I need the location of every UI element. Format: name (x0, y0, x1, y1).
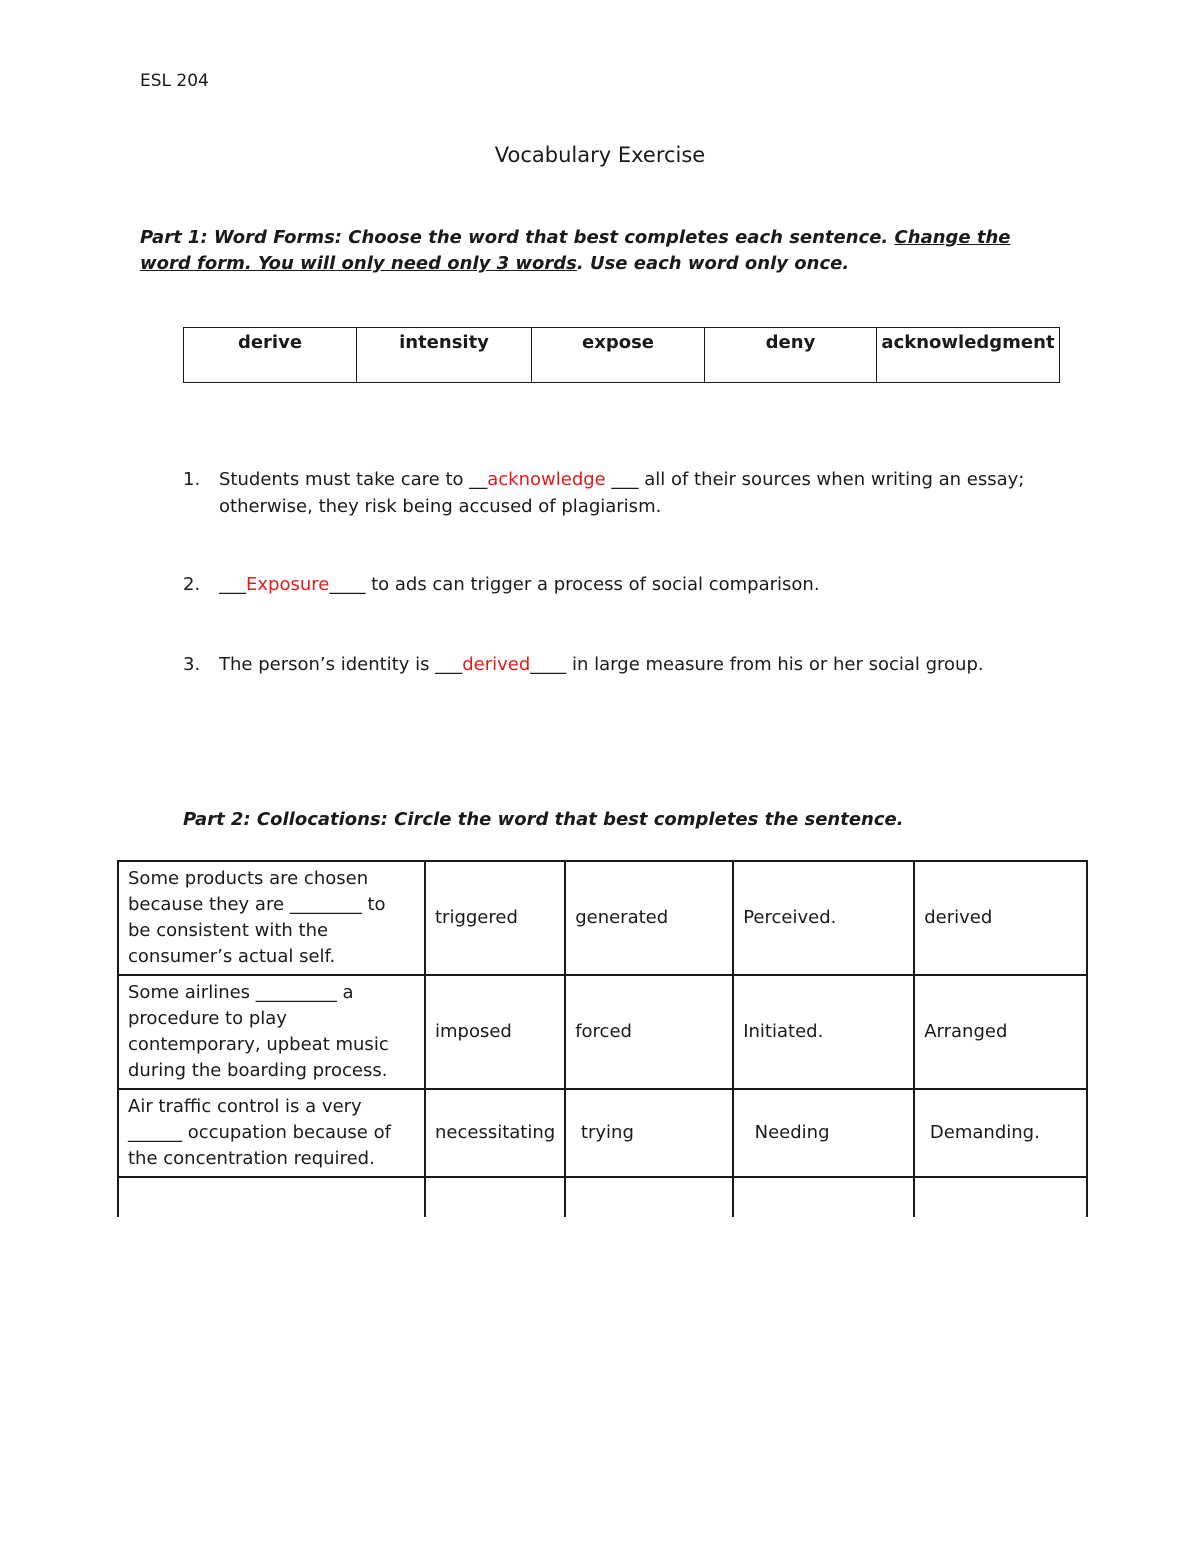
item-sentence (219, 571, 820, 598)
word-bank-cell: expose (532, 328, 705, 383)
question-line: during the boarding process. (128, 1060, 388, 1081)
option-cell[interactable]: Initiated. (733, 975, 914, 1089)
question-line: be consistent with the (128, 920, 329, 941)
question-line: Some airlines _________ a (128, 982, 354, 1003)
part1-instruction-tail: . Use each word only once. (576, 253, 850, 274)
sentence-start: ___ (219, 574, 246, 595)
collocations-table (117, 860, 1088, 1217)
option-cell[interactable]: Needing (733, 1089, 914, 1177)
option-cell[interactable]: generated (565, 861, 733, 975)
item-number: 1. (183, 469, 201, 490)
question-line: Some products are chosen (128, 868, 369, 889)
item-number: 3. (183, 654, 201, 675)
option-cell[interactable]: Perceived. (733, 861, 914, 975)
question-line: because they are ________ to (128, 894, 386, 915)
item-number: 2. (183, 574, 201, 595)
sentence-continuation: otherwise, they risk being accused of plagiarism. (219, 496, 662, 517)
course-code: ESL 204 (140, 71, 209, 91)
option-cell[interactable]: forced (565, 975, 733, 1089)
empty-cell (565, 1177, 733, 1217)
sentence-end: ____ in large measure from his or her social group. (530, 654, 984, 675)
word-bank-table (183, 327, 1060, 383)
option-cell[interactable]: derived (914, 861, 1087, 975)
part1-instruction-text: Part 1: Word Forms: Choose the word that best completes each sentence. (140, 227, 895, 248)
item-sentence (219, 651, 984, 678)
item-answer: derived (462, 654, 531, 675)
item-sentence (219, 466, 1024, 520)
question-cell (118, 1089, 425, 1177)
word-bank-cell: acknowledgment (877, 328, 1060, 383)
question-cell (118, 861, 425, 975)
collocation-row (118, 861, 1087, 975)
empty-cell (425, 1177, 565, 1217)
word-bank-cell: derive (184, 328, 357, 383)
collocation-row (118, 975, 1087, 1089)
item-answer: Exposure (246, 574, 330, 595)
empty-cell (118, 1177, 425, 1217)
word-bank-row (184, 328, 1060, 383)
question-line: the concentration required. (128, 1148, 375, 1169)
part2-instructions: Part 2: Collocations: Circle the word that best completes the sentence. (183, 809, 904, 830)
option-cell[interactable]: trying (565, 1089, 733, 1177)
part1-instructions (140, 225, 1040, 277)
question-line: Air traffic control is a very (128, 1096, 362, 1117)
option-cell[interactable]: triggered (425, 861, 565, 975)
item-answer: acknowledge (487, 469, 606, 490)
option-cell[interactable]: Demanding. (914, 1089, 1087, 1177)
option-cell[interactable]: Arranged (914, 975, 1087, 1089)
question-cell (118, 975, 425, 1089)
sentence-end: ___ all of their sources when writing an essay; (605, 469, 1025, 490)
word-bank-cell: deny (705, 328, 877, 383)
empty-row (118, 1177, 1087, 1217)
sentence-start: Students must take care to __ (219, 469, 488, 490)
option-cell[interactable]: imposed (425, 975, 565, 1089)
option-cell[interactable]: necessitating (425, 1089, 565, 1177)
question-line: consumer’s actual self. (128, 946, 336, 967)
question-line: contemporary, upbeat music (128, 1034, 389, 1055)
sentence-start: The person’s identity is ___ (219, 654, 463, 675)
question-line: ______ occupation because of (128, 1122, 391, 1143)
word-bank-cell: intensity (357, 328, 532, 383)
collocation-row (118, 1089, 1087, 1177)
page-title: Vocabulary Exercise (494, 143, 706, 167)
empty-cell (733, 1177, 914, 1217)
part1-instruction-underlined: Change the word form. You will only need only 3 words (140, 227, 1011, 274)
empty-cell (914, 1177, 1087, 1217)
sentence-end: ____ to ads can trigger a process of social comparison. (329, 574, 820, 595)
question-line: procedure to play (128, 1008, 287, 1029)
